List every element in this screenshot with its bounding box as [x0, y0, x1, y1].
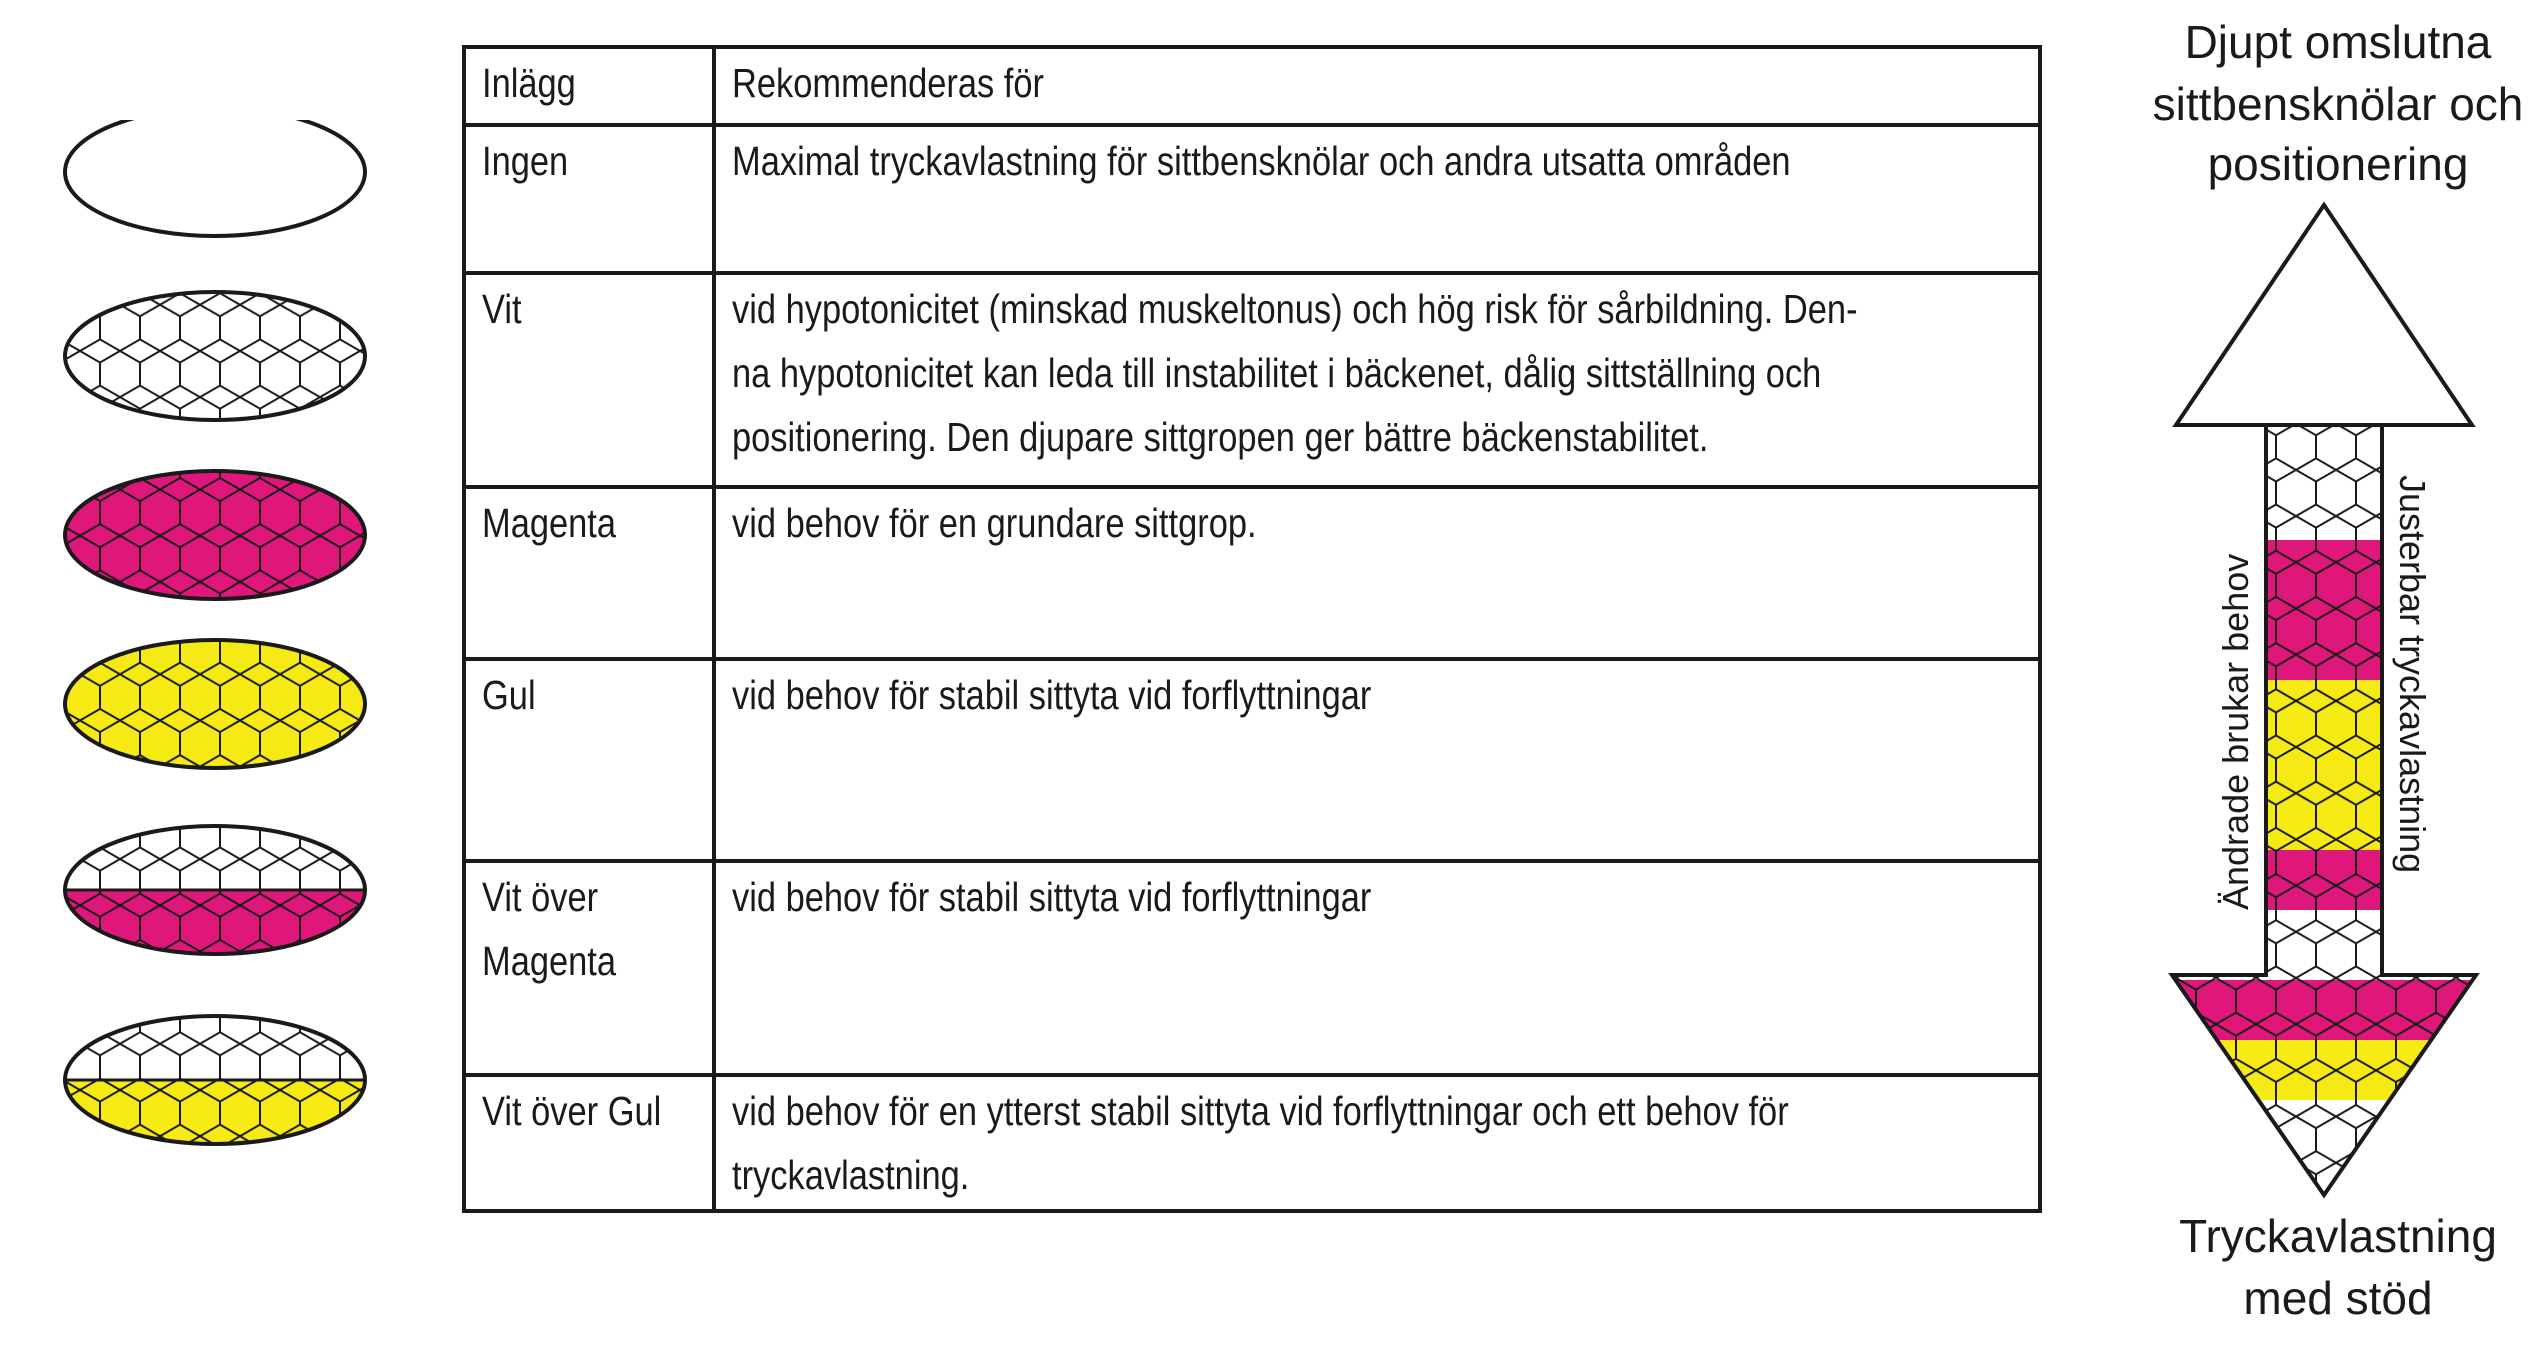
oval-insert-5 — [60, 820, 380, 960]
insert-cell: Vit — [464, 273, 714, 487]
scale-top-label-line1: Djupt omslutna — [2184, 16, 2492, 68]
recommendation-cell: Maximal tryckavlastning för sittbensknölar och andra utsatta områden — [714, 125, 2040, 273]
oval-insert-3 — [60, 465, 380, 605]
insert-cell: Magenta — [464, 487, 714, 659]
recommendation-cell: vid hypotonicitet (minskad muskeltonus) och hög risk för sårbildning. Den- na hypotonicitet kan leda till instabilitet i bäckenet, dålig sittställning och positionering. Den djupare sittgropen ger bättre bäckenstabilitet. — [714, 273, 2040, 487]
arrow-up-icon — [2176, 205, 2472, 425]
insert-cell: Gul — [464, 659, 714, 861]
table-row — [464, 861, 2040, 1075]
scale-bottom-label-line1: Tryckavlastning — [2179, 1210, 2497, 1262]
oval-insert-6 — [60, 1010, 380, 1150]
insert-cell: Vit över Magenta — [464, 861, 714, 1075]
adjustment-scale — [2150, 0, 2535, 1372]
insert-table — [462, 45, 2042, 1213]
scale-right-label: Justerbar tryckavlastning — [2392, 475, 2433, 874]
scale-left-label: Ändrade brukar behov — [2215, 553, 2256, 910]
recommendation-cell: vid behov för stabil sittyta vid forflyttningar — [714, 659, 2040, 861]
recommendation-cell: vid behov för stabil sittyta vid forflyttningar — [714, 861, 2040, 1075]
insert-ovals — [60, 120, 380, 1220]
recommendation-cell: vid behov för en grundare sittgrop. — [714, 487, 2040, 659]
table-row — [464, 487, 2040, 659]
scale-bottom-label-line2: med stöd — [2243, 1272, 2433, 1324]
insert-cell: Ingen — [464, 125, 714, 273]
table-row — [464, 273, 2040, 487]
table-header-row — [464, 47, 2040, 125]
scale-fill — [2150, 425, 2535, 1200]
oval-insert-2 — [60, 286, 380, 426]
recommendation-cell: vid behov för en ytterst stabil sittyta vid forflyttningar och ett behov för tryckavlastning. — [714, 1075, 2040, 1211]
scale-top-label-line3: positionering — [2207, 138, 2469, 190]
table-row — [464, 659, 2040, 861]
oval-insert-4 — [60, 634, 380, 774]
table-row — [464, 1075, 2040, 1211]
scale-top-label-line2: sittbensknölar och — [2152, 78, 2524, 130]
table-row — [464, 125, 2040, 273]
insert-cell: Vit över Gul — [464, 1075, 714, 1211]
header-recommendation: Rekommenderas för — [714, 47, 2040, 125]
oval-insert-1 — [65, 120, 365, 236]
header-insert: Inlägg — [464, 47, 714, 125]
